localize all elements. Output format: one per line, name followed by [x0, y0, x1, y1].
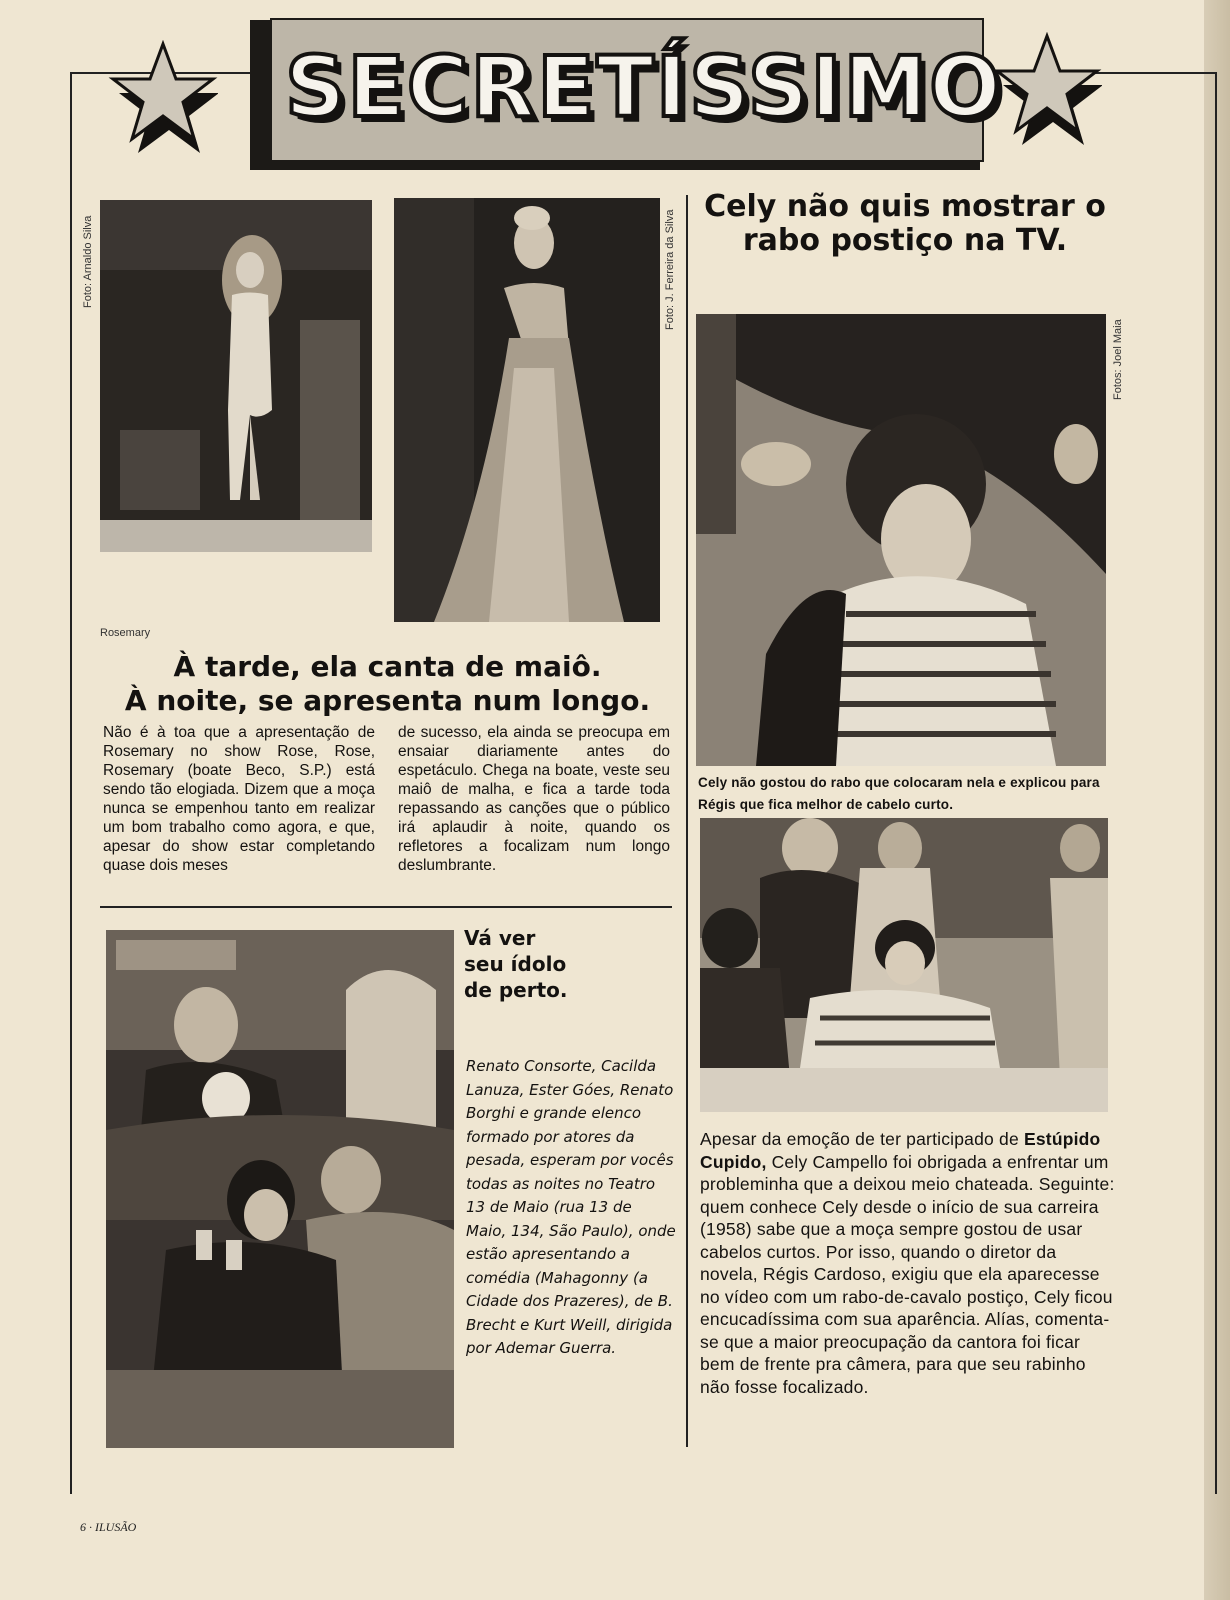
cely-headline: Cely não quis mostrar o rabo postiço na TV. — [704, 189, 1106, 258]
theater-headline: Vá ver seu ídolo de perto. — [464, 926, 568, 1002]
cely-body-rest: Cely Campello foi obrigada a enfrentar um probleminha que a deixou meio chateada. Seguinte: quem conhece Cely desde o início de sua carreira (1958) sabe que a moça sempre gostou de usar cabelos curtos. Por isso, quando o diretor da novela, Régis Cardoso, exigiu que ela aparecesse no vídeo com um rabo-de-cavalo postiço, Cely ficou encucadíssima com sua aparência. Alías, comenta-se que a maior preocupação da cantora foi ficar bem de frente pra câmera, para que seu rabinho não fosse focalizado. — [700, 1151, 1115, 1397]
cely-body — [700, 1128, 1116, 1398]
rosemary-headline — [100, 650, 675, 718]
right-star-icon — [992, 32, 1102, 152]
photo-credit-right: Fotos: Joel Maia — [1112, 319, 1124, 400]
rosemary-gown-photo — [394, 198, 660, 622]
theater-body: Renato Consorte, Cacilda Lanuza, Ester Góes, Renato Borghi e grande elenco formado por atores da pesada, esperam por vocês todas as noites no Teatro 13 de Maio (rua 13 de Maio, 134, São Paulo), onde estão apresentando a comédia (Mahagonny (a Cidade dos Prazeres), de B. Brecht e Kurt Weill, dirigida por Ademar Guerra. — [466, 1057, 676, 1357]
rosemary-headline-line1: À tarde, ela canta de maiô. — [173, 650, 602, 683]
photo-credit-1: Foto: Arnaldo Silva — [82, 215, 94, 308]
photo-credit-2: Foto: J. Ferreira da Silva — [664, 209, 676, 330]
cely-hair-photo — [696, 314, 1106, 766]
column-divider — [686, 195, 688, 1447]
section-divider — [100, 906, 672, 908]
cely-body-lead: Apesar da emoção de ter participado de — [700, 1129, 1024, 1149]
rosemary-headline-line2: À noite, se apresenta num longo. — [124, 684, 651, 717]
page-folio: 6 · ILUSÃO — [80, 1520, 137, 1534]
left-star-icon — [108, 40, 218, 160]
rosemary-body-col2: de sucesso, ela ainda se preocupa em ensaiar diariamente antes do espetáculo. Chega na boate, veste seu maiô de malha, e fica a tarde toda repassando as canções que o público irá aplaudir à noite, quando os refletores a focalizam num longo deslumbrante. — [398, 724, 670, 874]
cely-body-novela-title: Estúpido Cupido, — [700, 1129, 1101, 1172]
photo-label-rosemary: Rosemary — [100, 627, 151, 639]
cely-set-photo — [700, 818, 1108, 1112]
theater-cast-photo — [106, 930, 454, 1448]
rosemary-swimsuit-photo — [100, 200, 372, 552]
cely-photo-caption: Cely não gostou do rabo que colocaram nela e explicou para Régis que fica melhor de cabelo curto. — [698, 775, 1100, 812]
masthead-title: SECRETÍSSIMO — [285, 38, 1003, 136]
rosemary-body-col1: Não é à toa que a apresentação de Rosemary no show Rose, Rose, Rosemary (boate Beco, S.P.) está sendo tão elogiada. Dizem que a moça nunca se empenhou tanto em realizar um bom trabalho como agora, e que, apesar do show estar completando quase dois meses — [103, 724, 375, 874]
